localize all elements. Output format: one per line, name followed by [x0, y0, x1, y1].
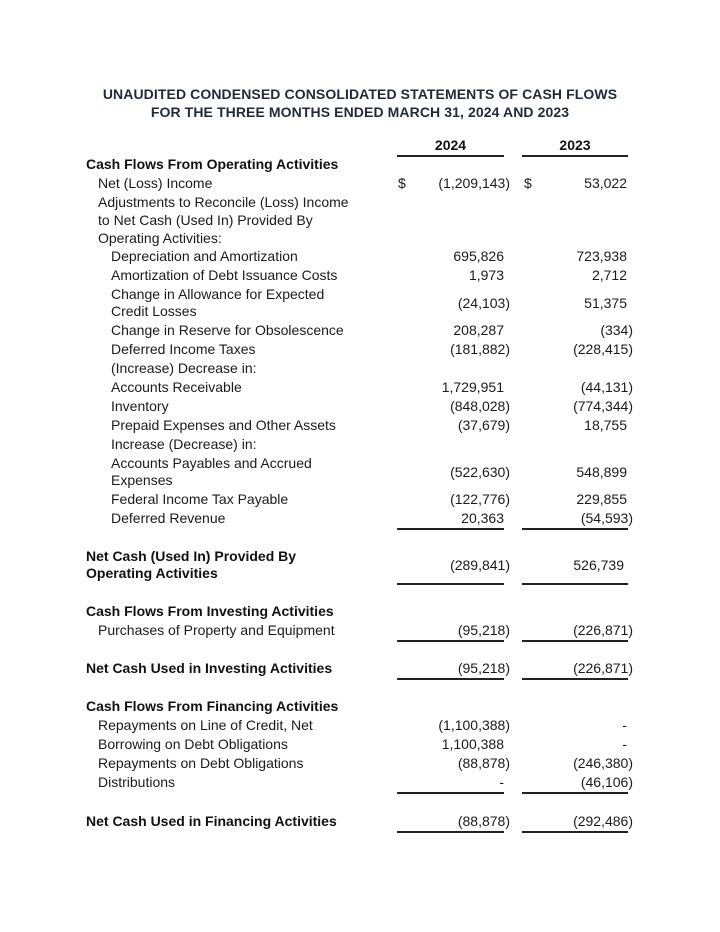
table-row: Repayments on Line of Credit, Net (1,100,388) -	[98, 717, 627, 733]
total-rule	[397, 831, 504, 833]
table-row: Accounts Receivable 1,729,951 (44,131)	[111, 379, 633, 395]
subtotal-rule	[522, 528, 628, 530]
table-row: Inventory (848,028) (774,344)	[111, 398, 633, 414]
subtotal-rule	[397, 640, 504, 642]
subtotal-rule	[522, 792, 628, 794]
total-rule	[397, 583, 504, 585]
column-header-2023: 2023	[559, 137, 591, 153]
total-rule	[522, 583, 628, 585]
adjustments-heading-3: Operating Activities:	[98, 230, 222, 246]
table-row: Deferred Revenue 20,363 (54,593)	[111, 510, 633, 526]
table-row: Change in Allowance for Expected Credit Losses (24,103) 51,375	[111, 286, 627, 319]
table-row: Amortization of Debt Issuance Costs 1,973 2,712	[111, 267, 627, 283]
title-line-1: UNAUDITED CONDENSED CONSOLIDATED STATEMENTS OF CASH FLOWS	[102, 86, 618, 102]
subtotal-rule	[397, 792, 504, 794]
total-row-financing: Net Cash Used in Financing Activities (88,878) (292,486)	[86, 813, 633, 829]
table-row: Repayments on Debt Obligations (88,878) (246,380)	[98, 755, 633, 771]
total-rule	[397, 678, 504, 680]
total-row-operating: Net Cash (Used In) Provided By Operating Activities (289,841) 526,739	[86, 548, 624, 581]
column-header-2024: 2024	[434, 137, 467, 153]
table-row: Change in Reserve for Obsolescence 208,287 (334)	[111, 322, 633, 338]
title-line-2: FOR THE THREE MONTHS ENDED MARCH 31, 2024 AND 2023	[150, 104, 570, 120]
dollar-sign: $	[398, 175, 406, 191]
table-row: Distributions - (46,106)	[98, 774, 633, 790]
table-row: Federal Income Tax Payable (122,776) 229,855	[111, 491, 627, 507]
subtotal-rule	[522, 640, 628, 642]
subtotal-rule	[397, 528, 504, 530]
increase-decrease-heading: (Increase) Decrease in:	[111, 360, 257, 376]
total-row-investing: Net Cash Used in Investing Activities (95,218) (226,871)	[86, 660, 633, 676]
total-rule	[522, 678, 628, 680]
adjustments-heading: Adjustments to Reconcile (Loss) Income	[98, 194, 349, 210]
table-row: Prepaid Expenses and Other Assets (37,679) 18,755	[111, 417, 627, 433]
section-heading-financing: Cash Flows From Financing Activities	[86, 698, 339, 714]
table-row: Borrowing on Debt Obligations 1,100,388 -	[98, 736, 627, 752]
table-row: Depreciation and Amortization 695,826 723,938	[111, 248, 627, 264]
decrease-increase-heading: Increase (Decrease) in:	[111, 436, 257, 452]
dollar-sign: $	[524, 175, 532, 191]
adjustments-heading-2: to Net Cash (Used In) Provided By	[98, 212, 313, 228]
section-heading-investing: Cash Flows From Investing Activities	[86, 603, 334, 619]
table-row: Net (Loss) Income $ (1,209,143) $ 53,022	[98, 175, 627, 191]
table-row: Accounts Payables and Accrued Expenses (522,630) 548,899	[111, 455, 627, 488]
total-rule	[522, 831, 628, 833]
table-row: Deferred Income Taxes (181,882) (228,415)	[111, 341, 633, 357]
section-heading-operating: Cash Flows From Operating Activities	[86, 156, 339, 172]
table-row: Purchases of Property and Equipment (95,218) (226,871)	[98, 622, 633, 638]
